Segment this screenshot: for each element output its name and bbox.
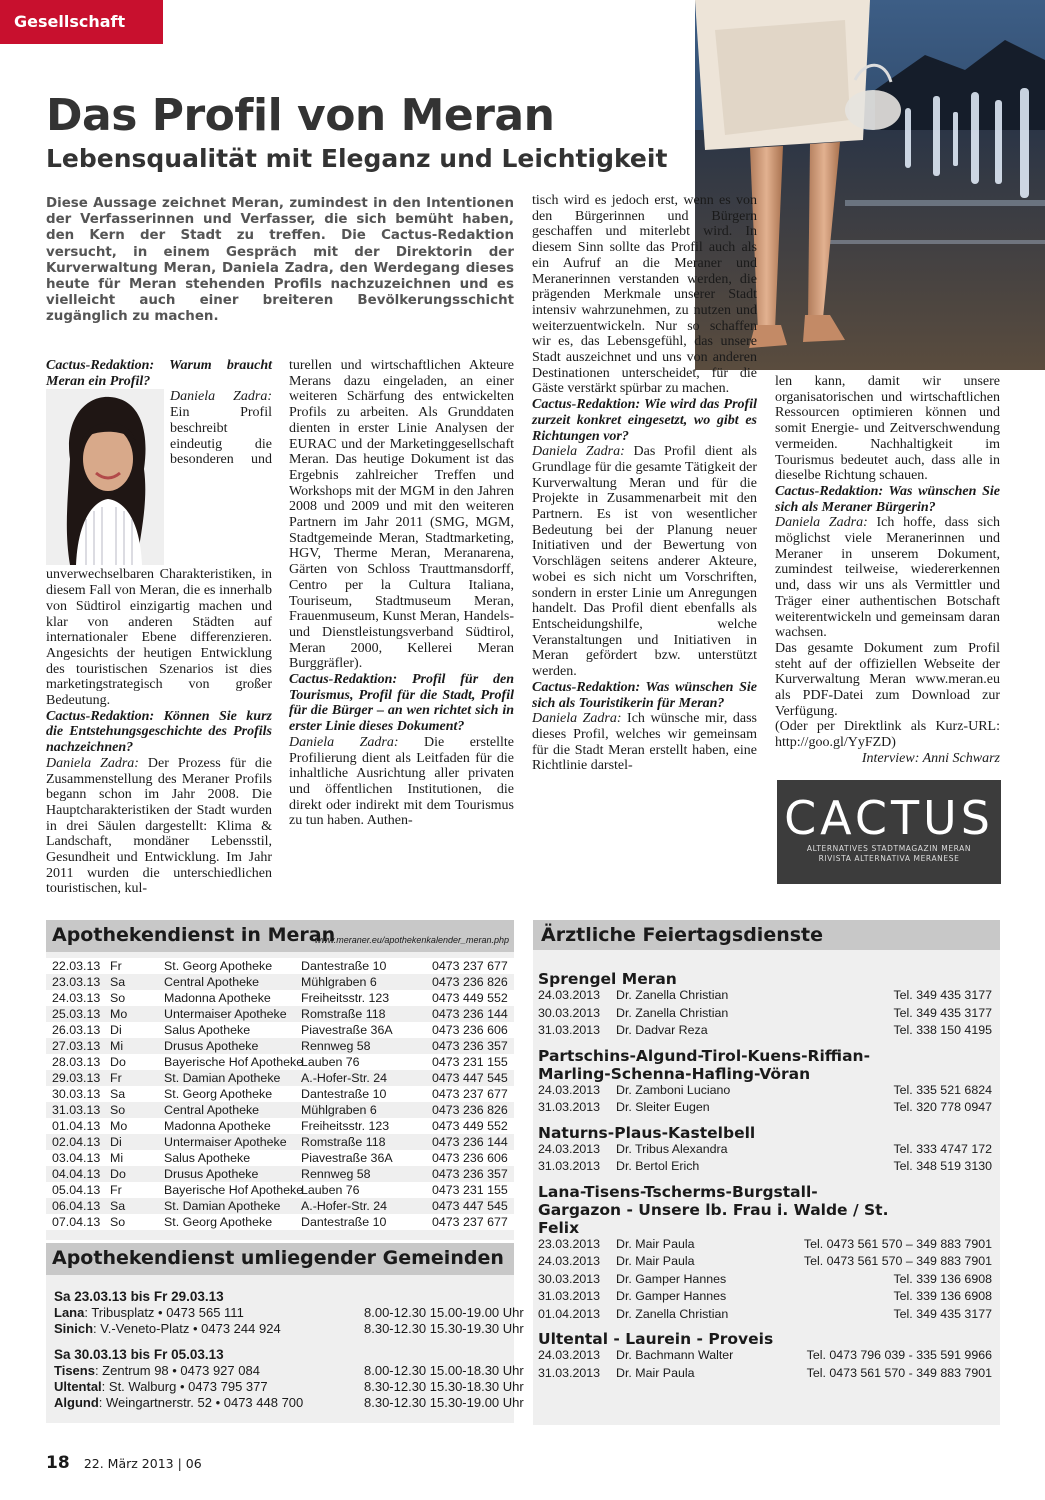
table-row: [46, 1070, 514, 1086]
region-heading: Partschins-Algund-Tirol-Kuens-Riffian-Marling-Schenna-Hafling-Vöran: [538, 1046, 871, 1083]
duty-date: 24.03.2013: [538, 1254, 601, 1268]
pharmacy-street: Lauben 76: [301, 1055, 360, 1069]
table-row: [538, 1159, 1000, 1177]
page-number: 18: [46, 1453, 70, 1473]
answer-text: Ein Profil beschreibt eindeutig die besonderen und unverwechselbaren Charakteristiken, in diesem Fall von Meran, die es innerhalb von Südtirol einzigartig machen und klar von anderen Städten auf internationaler Ebene differenzieren. Angesichts der heutigen Entwicklung des touristischen Szenarios ist dies marketingstrategisch von großer Bedeutung.: [46, 405, 272, 709]
pharmacy-date: 22.03.13: [52, 959, 101, 973]
table-row: [538, 1237, 1000, 1255]
surrounding-title: Apothekendienst umliegender Gemeinden: [46, 1243, 514, 1275]
pharmacy-name: Bayerische Hof Apotheke: [164, 1183, 304, 1197]
pharmacy-day: Fr: [110, 1071, 122, 1085]
pharmacy-name: Drusus Apotheke: [164, 1039, 259, 1053]
article-column-2: [289, 358, 514, 829]
logo-wordmark: CACTUS: [784, 791, 994, 845]
doctor-phone: Tel. 349 435 3177: [893, 1306, 992, 1321]
pharmacy-schedule-box: [46, 920, 514, 1240]
place-info: : Weingartnerstr. 52 • 0473 448 700: [98, 1395, 304, 1410]
doctors-holiday-box: [533, 920, 1000, 1425]
pharmacy-date: 05.04.13: [52, 1183, 101, 1197]
pharmacy-street: Romstraße 118: [301, 1135, 386, 1149]
place-name: Lana: [54, 1305, 85, 1320]
place-info: : V.-Veneto-Platz • 0473 244 924: [93, 1321, 281, 1336]
pharmacy-name: Salus Apotheke: [164, 1151, 251, 1165]
question: Cactus-Redaktion: Profil für den Tourismus, Profil für die Stadt, Profil für die Bürger – an wen richtet sich in erster Linie dieses Dokument?: [289, 672, 514, 735]
pharmacy-day: So: [110, 1215, 126, 1229]
doctor-name: Dr. Tribus Alexandra: [616, 1141, 728, 1156]
pharmacy-day: Fr: [110, 959, 122, 973]
pharmacy-phone: 0473 237 677: [432, 959, 508, 973]
table-row: [46, 1134, 514, 1150]
table-row: [538, 1083, 1000, 1101]
pharmacy-name: Central Apotheke: [164, 975, 260, 989]
place-name: Sinich: [54, 1321, 94, 1336]
pharmacy-phone: 0473 236 826: [432, 1103, 508, 1117]
portrait-photo: [46, 389, 164, 565]
table-row: [46, 1182, 514, 1198]
region-heading: Ultental - Laurein - Proveis: [538, 1330, 774, 1348]
pharmacy-name: Untermaiser Apotheke: [164, 1135, 287, 1149]
table-row: [538, 1254, 1000, 1272]
pharmacy-table: [46, 952, 514, 1230]
speaker-name: Daniela Zadra:: [170, 389, 272, 405]
table-row: [46, 1214, 514, 1230]
place-name: Algund: [54, 1395, 99, 1410]
pharmacy-date: 03.04.13: [52, 1151, 101, 1165]
pharmacy-name: St. Damian Apotheke: [164, 1199, 281, 1213]
table-row: [538, 1142, 1000, 1160]
short-link-info: (Oder per Direktlink als Kurz-URL: http://goo.gl/YyFZD): [775, 719, 1000, 751]
duty-date: 23.03.2013: [538, 1236, 601, 1251]
table-row: [46, 1022, 514, 1038]
article-column-1: [46, 358, 272, 897]
opening-hours: 8.30-12.30 15.30-18.30 Uhr: [364, 1379, 524, 1394]
answer-text: Der Prozess für die Zusammenstellung des Meraner Profils begann schon im Jahr 2008. Die Hauptcharakteristiken der Stadt wurden in drei Säulen dargestellt: Klima & Landschaft, mondäner Lebensstil, Gesundheit und Entwicklung. Im Jahr 2011 wurden die unterschiedlichen touristischen, kul-: [46, 755, 273, 897]
pharmacy-day: Do: [110, 1055, 126, 1069]
pharmacy-phone: 0473 236 606: [432, 1023, 508, 1037]
duty-date: 31.03.2013: [538, 1100, 601, 1114]
pharmacy-phone: 0473 236 144: [432, 1135, 508, 1149]
duty-date: 24.03.2013: [538, 1348, 601, 1362]
table-row: [46, 1006, 514, 1022]
duty-date: 31.03.2013: [538, 1023, 601, 1037]
place-name: Tisens: [54, 1363, 95, 1378]
table-row: [46, 1038, 514, 1054]
pharmacy-street: Dantestraße 10: [301, 959, 387, 973]
place-name: Ultental: [54, 1379, 102, 1394]
table-row: [538, 988, 1000, 1006]
doctor-phone: Tel. 338 150 4195: [893, 1023, 992, 1037]
question: Cactus-Redaktion: Wie wird das Profil zurzeit konkret eingesetzt, wo gibt es Richtungen vor?: [532, 397, 757, 444]
article-subtitle: Lebensqualität mit Eleganz und Leichtigkeit: [46, 144, 668, 173]
duty-date: 30.03.2013: [538, 1005, 601, 1020]
place-info: : Zentrum 98 • 0473 927 084: [94, 1363, 260, 1378]
pharmacy-date: 24.03.13: [52, 991, 101, 1005]
doctor-name: Dr. Gamper Hannes: [616, 1271, 727, 1286]
place-info: : St. Walburg • 0473 795 377: [101, 1379, 268, 1394]
pharmacy-name: Drusus Apotheke: [164, 1167, 259, 1181]
article-column-4: [775, 374, 1000, 767]
doctor-name: Dr. Zanella Christian: [616, 1306, 729, 1321]
duty-date: 01.04.2013: [538, 1306, 601, 1321]
period-heading: Sa 23.03.13 bis Fr 29.03.13: [54, 1289, 224, 1304]
table-row: [538, 1100, 1000, 1118]
duty-date: 31.03.2013: [538, 1365, 601, 1380]
answer-text: Die erstellte Profilierung dient als Leitfaden für die inhaltliche Ausrichtung aller privaten und öffentlichen Institutionen, die direkt oder indirekt mit dem Tourismus zu tun haben. Authen-: [289, 734, 515, 829]
table-row: [538, 1307, 1000, 1325]
doctor-name: Dr. Dadvar Reza: [616, 1023, 708, 1037]
logo-line-2: RIVISTA ALTERNATIVA MERANESE: [818, 854, 960, 863]
doctor-phone: Tel. 339 136 6908: [893, 1289, 992, 1303]
table-row: [538, 1366, 1000, 1384]
pharmacy-day: So: [110, 991, 126, 1005]
table-row: [538, 1006, 1000, 1024]
speaker-name: Daniela Zadra:: [289, 734, 399, 750]
pharmacy-street: Rennweg 58: [301, 1167, 371, 1181]
pharmacy-date: 23.03.13: [52, 975, 101, 989]
opening-hours: 8.30-12.30 15.30-19.00 Uhr: [364, 1395, 524, 1410]
table-row: [538, 1289, 1000, 1307]
pharmacy-phone: 0473 236 826: [432, 975, 508, 989]
duty-date: 30.03.2013: [538, 1271, 601, 1286]
answer-text: Ich hoffe, dass sich möglichst viele Meranerinnen und Meraner in unserem Dokument, zumindest teilweise, wiedererkennen und, dass wir uns als Vermittler und Träger einer authentischen Botschaft weiterentwickeln und gemeinsam daran wachsen.: [775, 515, 1000, 641]
table-row: [538, 1272, 1000, 1290]
table-row: [46, 1102, 514, 1118]
pharmacy-day: Mo: [110, 1007, 128, 1021]
pharmacy-day: Fr: [110, 1183, 122, 1197]
table-row: [538, 1023, 1000, 1041]
pharmacy-phone: 0473 447 545: [432, 1071, 508, 1085]
pharmacy-date: 27.03.13: [52, 1039, 101, 1053]
duty-date: 31.03.2013: [538, 1159, 601, 1173]
table-row: [46, 1150, 514, 1166]
pharmacy-street: Rennweg 58: [301, 1039, 371, 1053]
doctor-phone: Tel. 333 4747 172: [893, 1141, 992, 1156]
pharmacy-street: A.-Hofer-Str. 24: [301, 1199, 388, 1213]
pharmacy-name: Salus Apotheke: [164, 1023, 251, 1037]
duty-date: 31.03.2013: [538, 1289, 601, 1303]
list-item: [54, 1305, 524, 1321]
question: Cactus-Redaktion: Was wünschen Sie sich als Touristikerin für Meran?: [532, 679, 757, 711]
pharmacy-phone: 0473 237 677: [432, 1215, 508, 1229]
doctor-name: Dr. Gamper Hannes: [616, 1289, 727, 1303]
pharmacy-title: Apothekendienst in Meran: [52, 924, 336, 946]
pharmacy-date: 07.04.13: [52, 1215, 101, 1229]
place-info: : Tribusplatz • 0473 565 111: [84, 1305, 244, 1320]
cactus-logo: [777, 780, 1001, 884]
doctor-name: Dr. Bachmann Walter: [616, 1348, 734, 1362]
article-column-3: [532, 193, 757, 774]
woman-portrait-image: [46, 389, 164, 565]
pharmacy-street: Piavestraße 36A: [301, 1023, 393, 1037]
article-title: Das Profil von Meran: [46, 90, 555, 141]
pharmacy-street: Mühlgraben 6: [301, 1103, 377, 1117]
table-row: [46, 1166, 514, 1182]
interview-credit: Interview: Anni Schwarz: [861, 750, 1000, 766]
pharmacy-day: Mi: [110, 1039, 124, 1053]
doctor-phone: Tel. 349 435 3177: [893, 988, 992, 1002]
pharmacy-date: 02.04.13: [52, 1135, 101, 1149]
pharmacy-day: Sa: [110, 975, 126, 989]
question: Cactus-Redaktion: Was wünschen Sie sich als Meraner Bürgerin?: [775, 483, 1000, 515]
spacer: [54, 1337, 514, 1347]
doctor-phone: Tel. 0473 561 570 - 349 883 7901: [806, 1365, 992, 1380]
pharmacy-date: 01.04.13: [52, 1119, 101, 1133]
pharmacy-street: Lauben 76: [301, 1183, 360, 1197]
pharmacy-street: Freiheitsstr. 123: [301, 991, 390, 1005]
doctor-name: Dr. Mair Paula: [616, 1365, 695, 1380]
pharmacy-street: Mühlgraben 6: [301, 975, 377, 989]
period-heading: Sa 30.03.13 bis Fr 05.03.13: [54, 1347, 224, 1362]
pharmacy-day: Sa: [110, 1199, 126, 1213]
region-heading: Sprengel Meran: [538, 970, 677, 988]
table-row: [46, 1086, 514, 1102]
table-row: [46, 1118, 514, 1134]
pharmacy-date: 25.03.13: [52, 1007, 101, 1021]
doctor-phone: Tel. 335 521 6824: [893, 1082, 992, 1097]
pharmacy-day: Sa: [110, 1087, 126, 1101]
doctor-phone: Tel. 0473 796 039 - 335 591 9966: [806, 1348, 992, 1362]
logo-line-1: ALTERNATIVES STADTMAGAZIN MERAN: [806, 844, 972, 853]
pharmacy-street: A.-Hofer-Str. 24: [301, 1071, 388, 1085]
pharmacy-day: So: [110, 1103, 126, 1117]
pharmacy-phone: 0473 236 357: [432, 1039, 508, 1053]
question: Cactus-Redaktion: Können Sie kurz die Entstehungsgeschichte des Profils nachzeichnen?: [46, 708, 272, 756]
table-row: [46, 1198, 514, 1214]
doctors-list: [533, 950, 1000, 1383]
pharmacy-phone: 0473 237 677: [432, 1087, 508, 1101]
pharmacy-date: 28.03.13: [52, 1055, 101, 1069]
doctor-name: Dr. Sleiter Eugen: [616, 1100, 710, 1114]
duty-date: 24.03.2013: [538, 1141, 601, 1156]
pharmacy-date: 06.04.13: [52, 1199, 101, 1213]
answer-text: Das Profil dient als Grundlage für die gesamte Tätigkeit der Kurverwaltung Meran und für die Projekte in Zusammenarbeit mit den Partnern. Es ist von wesentlicher Bedeutung bei der Planung neuer Initiativen und der Bewertung von Vorschlägen seitens anderer Akteure, wobei es sich nicht um Vorschriften, sondern in erster Linie um Anregungen handelt. Das Profil dient ebenfalls als Entscheidungshilfe, welche Veranstaltungen und Initiativen in Meran gefördert bzw. unterstützt werden.: [532, 444, 757, 680]
pharmacy-phone: 0473 449 552: [432, 1119, 508, 1133]
surrounding-list: [46, 1275, 524, 1411]
doctor-phone: Tel. 0473 561 570 – 349 883 7901: [803, 1254, 992, 1268]
doctor-phone: Tel. 349 435 3177: [893, 1005, 992, 1020]
pharmacy-calendar-link[interactable]: www.meraner.eu/apothekenkalender_meran.php: [314, 935, 509, 945]
duty-date: 24.03.2013: [538, 988, 601, 1002]
pharmacy-phone: 0473 236 357: [432, 1167, 508, 1181]
table-row: [538, 1348, 1000, 1366]
duty-date: 24.03.2013: [538, 1082, 601, 1097]
list-item: [54, 1395, 524, 1411]
doctors-title: Ärztliche Feiertagsdienste: [533, 920, 1000, 950]
pharmacy-day: Di: [110, 1023, 122, 1037]
pharmacy-phone: 0473 231 155: [432, 1055, 508, 1069]
list-item: [54, 1379, 524, 1395]
table-row: [46, 990, 514, 1006]
page-footer: [46, 1453, 202, 1473]
doctor-name: Dr. Zanella Christian: [616, 1005, 729, 1020]
pharmacy-street: Romstraße 118: [301, 1007, 386, 1021]
pharmacy-phone: 0473 231 155: [432, 1183, 508, 1197]
pharmacy-street: Piavestraße 36A: [301, 1151, 393, 1165]
speaker-name: Daniela Zadra:: [532, 711, 622, 727]
speaker-name: Daniela Zadra:: [775, 515, 868, 531]
pharmacy-phone: 0473 236 606: [432, 1151, 508, 1165]
opening-hours: 8.00-12.30 15.00-18.30 Uhr: [364, 1363, 524, 1378]
pharmacy-date: 31.03.13: [52, 1103, 101, 1117]
issue-date: 22. März 2013 | 06: [83, 1456, 202, 1471]
speaker-name: Daniela Zadra:: [532, 444, 625, 460]
pharmacy-street: Freiheitsstr. 123: [301, 1119, 390, 1133]
doctor-name: Dr. Mair Paula: [616, 1254, 695, 1268]
pharmacy-street: Dantestraße 10: [301, 1215, 387, 1229]
pharmacy-date: 26.03.13: [52, 1023, 101, 1037]
doctor-phone: Tel. 339 136 6908: [893, 1271, 992, 1286]
pharmacy-date: 04.04.13: [52, 1167, 101, 1181]
pharmacy-name: St. Damian Apotheke: [164, 1071, 281, 1085]
doctor-name: Dr. Bertol Erich: [616, 1159, 700, 1173]
pharmacy-street: Dantestraße 10: [301, 1087, 387, 1101]
pharmacy-phone: 0473 236 144: [432, 1007, 508, 1021]
pharmacy-name: Bayerische Hof Apotheke: [164, 1055, 304, 1069]
doctor-phone: Tel. 320 778 0947: [893, 1100, 992, 1114]
pharmacy-name: Untermaiser Apotheke: [164, 1007, 287, 1021]
document-info: Das gesamte Dokument zum Profil steht auf der offiziellen Webseite der Kurverwaltung Meran www.meran.eu als PDF-Datei zum Download zur Verfügung.: [775, 640, 1000, 719]
doctor-name: Dr. Zanella Christian: [616, 988, 729, 1002]
pharmacy-name: St. Georg Apotheke: [164, 1087, 273, 1101]
pharmacy-day: Mi: [110, 1151, 124, 1165]
answer-text: tisch wird es jedoch erst, wenn es von den Bürgerinnen und Bürgern geschaffen und miterlebt wird. In diesem Sinn sollte das Profil auch als ein Aufruf an die Meraner und Meranerinnen verstanden werden, die prägenden Merkmale unserer Stadt intensiv wahrzunehmen, zu nutzen und weiterzuentwickeln. Nur so schaffen wir es, das Lebensgefühl, das unsere Stadt auszeichnet und uns von anderen Destinationen unterscheidet, für die Gäste verstärkt spürbar zu machen.: [532, 193, 757, 397]
doctor-phone: Tel. 0473 561 570 – 349 883 7901: [803, 1236, 992, 1251]
pharmacy-name: St. Georg Apotheke: [164, 959, 273, 973]
doctor-name: Dr. Zamboni Luciano: [616, 1082, 731, 1097]
pharmacy-day: Do: [110, 1167, 126, 1181]
pharmacy-date: 29.03.13: [52, 1071, 101, 1085]
pharmacy-name: Madonna Apotheke: [164, 991, 271, 1005]
list-item: [54, 1363, 524, 1379]
pharmacy-day: Mo: [110, 1119, 128, 1133]
answer-text: Ich wünsche mir, dass dieses Profil, welches wir gemeinsam für die Stadt Meran erstellt haben, eine Richtlinie darstel-: [532, 711, 757, 774]
answer-text: len kann, damit wir unsere organisatorischen und wirtschaftlichen Ressourcen optimieren können und somit Energie- und Zeitverschwendung vermeiden. Nachhaltigkeit im Tourismus bedeutet auch, dass alle in dieselbe Richtung schauen.: [775, 374, 1000, 484]
pharmacy-name: St. Georg Apotheke: [164, 1215, 273, 1229]
pharmacy-header: [46, 920, 514, 952]
table-row: [46, 958, 514, 974]
pharmacy-name: Madonna Apotheke: [164, 1119, 271, 1133]
question: Cactus-Redaktion: Warum braucht Meran ein Profil?: [46, 358, 272, 389]
region-heading: Lana-Tisens-Tscherms-Burgstall-Gargazon - Unsere lb. Frau i. Walde / St. Felix: [538, 1182, 889, 1237]
surrounding-pharmacy-box: [46, 1243, 524, 1423]
pharmacy-date: 30.03.13: [52, 1087, 101, 1101]
pharmacy-name: Central Apotheke: [164, 1103, 260, 1117]
section-label: Gesellschaft: [0, 0, 163, 44]
pharmacy-day: Di: [110, 1135, 122, 1149]
opening-hours: 8.00-12.30 15.00-19.00 Uhr: [364, 1305, 524, 1320]
list-item: [54, 1321, 524, 1337]
pharmacy-phone: 0473 449 552: [432, 991, 508, 1005]
table-row: [46, 1054, 514, 1070]
answer-text: turellen und wirtschaftlichen Akteure Merans dazu eingeladen, an einer weiteren Schärfung des entwickelten Profils zu arbeiten. Als Grunddaten dienten in erster Linie Analysen der EURAC und der Marketinggesellschaft Meran. Das heutige Dokument ist das Ergebnis zahlreicher Treffen und Workshops mit der MGM in den Jahren 2008 und 2009 und mit den weiteren Partnern im Jahr 2011 (SMG, MGM, Stadtgemeinde Meran, Stadtmarketing, HGV, Therme Meran, Meranarena, Gärten von Schloss Trauttmansdorff, Centro per la Cultura Italiana, Touriseum, Stadtmuseum Meran, Frauenmuseum, Kunst Meran, Handels- und Dienstleistungsverband Südtirol, Meran 2000, Kellerei Meran Burggräfler).: [289, 358, 514, 672]
table-row: [46, 974, 514, 990]
doctor-phone: Tel. 348 519 3130: [893, 1159, 992, 1173]
region-heading: Naturns-Plaus-Kastelbell: [538, 1123, 756, 1142]
doctor-name: Dr. Mair Paula: [616, 1236, 695, 1251]
pharmacy-phone: 0473 447 545: [432, 1199, 508, 1213]
speaker-name: Daniela Zadra:: [46, 755, 139, 771]
opening-hours: 8.30-12.30 15.30-19.30 Uhr: [364, 1321, 524, 1336]
article-lead: Diese Aussage zeichnet Meran, zumindest in den Intentionen der Verfasserinnen und Verfasser, die sich bemüht haben, den Kern der Stadt zu treffen. Die Cactus-Redaktion versucht, in einem Gespräch mit der Direktorin der Kurverwaltung Meran, Daniela Zadra, den Werdegang dieses heute für Meran stehenden Profils nachzuzeichnen und es vielleicht auch einer breiteren Bevölkerungsschicht zugänglich zu machen.: [46, 196, 514, 325]
